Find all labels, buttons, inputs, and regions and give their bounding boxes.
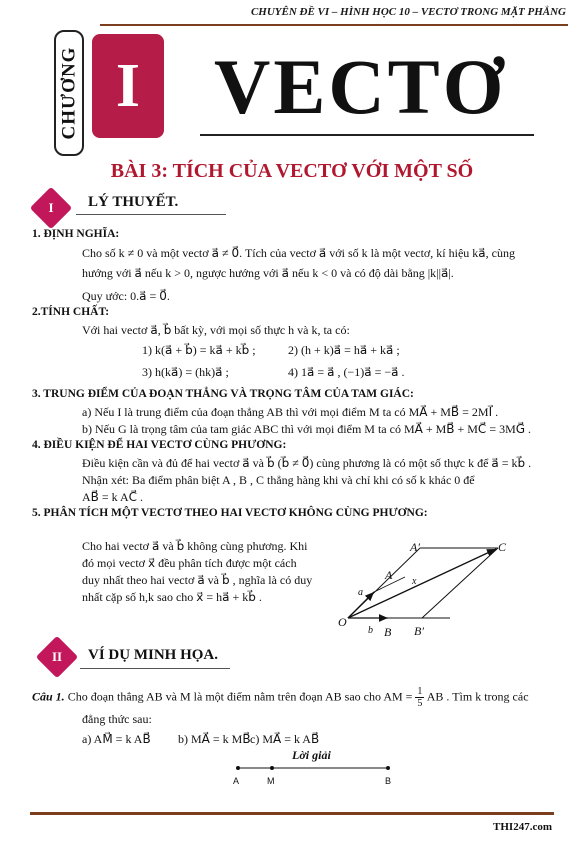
collinear-line-1: Điều kiện cần và đủ để hai vectơ a⃗ và b⃗ (b⃗ ≠ 0⃗) cùng phương là có một số thực k để a⃗ = kb⃗ . bbox=[82, 456, 532, 470]
collinear-line-3: AB⃗ = k AC⃗ . bbox=[82, 490, 144, 504]
segment-b-label: B bbox=[385, 776, 392, 786]
property-1: 1) k(a⃗ + b⃗) = ka⃗ + kb⃗ ; bbox=[142, 343, 256, 357]
midpoint-b: b) Nếu G là trọng tâm của tam giác ABC thì với mọi điểm M ta có MA⃗ + MB⃗ + MC⃗ = 3MG⃗ . bbox=[82, 422, 532, 436]
point-a1-label: A′ bbox=[410, 540, 420, 554]
segment-m-label: M bbox=[267, 776, 275, 786]
example-1: Câu 1. Cho đoạn thẳng AB và M là một điểm nằm trên đoạn AB sao cho AM = $\frac{1}{5}$ AB . Tìm k trong các bbox=[32, 686, 529, 709]
heading-definition: 1. ĐỊNH NGHĨA: bbox=[32, 228, 120, 240]
chapter-title: VECTƠ bbox=[214, 43, 507, 130]
property-4: 4) 1a⃗ = a⃗ , (−1)a⃗ = −a⃗ . bbox=[288, 365, 405, 379]
heading-properties: 2.TÍNH CHẤT: bbox=[32, 306, 110, 318]
section-badge: I bbox=[36, 193, 66, 223]
point-c-label: C bbox=[498, 540, 507, 554]
fraction-denominator: 5 bbox=[417, 698, 423, 709]
example-1-continued: đẳng thức sau: bbox=[82, 712, 152, 726]
header-divider bbox=[100, 24, 568, 26]
vector-b-label: b⃗ bbox=[368, 625, 381, 636]
property-2: 2) (h + k)a⃗ = ha⃗ + ka⃗ ; bbox=[288, 343, 400, 357]
properties-intro: Với hai vectơ a⃗, b⃗ bất kỳ, với mọi số thực h và k, ta có: bbox=[82, 323, 350, 337]
section-underline bbox=[76, 214, 226, 215]
segment-a-label: A bbox=[233, 776, 240, 786]
point-o-label: O bbox=[338, 615, 347, 629]
point-a-label: A bbox=[385, 568, 393, 582]
decomposition-line-1: Cho hai vectơ a⃗ và b⃗ không cùng phương. Khi bbox=[82, 539, 308, 553]
title-underline bbox=[200, 134, 534, 136]
decomposition-line-2: đó mọi vectơ x⃗ đều phân tích được một cách bbox=[82, 556, 297, 570]
collinear-line-2: Nhận xét: Ba điểm phân biệt A , B , C thẳng hàng khi và chỉ khi có số k khác 0 để bbox=[82, 473, 475, 487]
chapter-number: I bbox=[115, 51, 141, 120]
section-badge-2: II bbox=[42, 642, 72, 672]
heading-midpoint: 3. TRUNG ĐIỂM CỦA ĐOẠN THẲNG VÀ TRỌNG TÂM CỦA TAM GIÁC: bbox=[32, 388, 414, 400]
section-title-2: VÍ DỤ MINH HỌA. bbox=[88, 647, 218, 663]
definition-line-1: Cho số k ≠ 0 và một vectơ a⃗ ≠ 0⃗. Tích của vectơ a⃗ với số k là một vectơ, kí hiệu ka⃗, cùng bbox=[82, 246, 515, 260]
lesson-title: BÀI 3: TÍCH CỦA VECTƠ VỚI MỘT SỐ bbox=[110, 160, 474, 182]
heading-decomposition: 5. PHÂN TÍCH MỘT VECTƠ THEO HAI VECTƠ KHÔNG CÙNG PHƯƠNG: bbox=[32, 507, 428, 519]
example-1-c: c) MA⃗ = k AB⃗ bbox=[250, 732, 320, 746]
footer-site: THI247.com bbox=[493, 821, 552, 833]
point-b1-label: B′ bbox=[414, 624, 424, 638]
heading-collinear: 4. ĐIỀU KIỆN ĐỂ HAI VECTƠ CÙNG PHƯƠNG: bbox=[32, 439, 287, 451]
example-1-a: a) AM⃗ = k AB⃗ bbox=[82, 732, 151, 746]
section-underline-2 bbox=[80, 668, 230, 669]
fraction-numerator: 1 bbox=[417, 686, 423, 697]
chapter-label: CHƯƠNG bbox=[58, 46, 79, 140]
segment-figure bbox=[230, 760, 400, 776]
property-3: 3) h(ka⃗) = (hk)a⃗ ; bbox=[142, 365, 229, 379]
definition-line-2: hướng với a⃗ nếu k > 0, ngược hướng với a⃗ nếu k < 0 và có độ dài bằng |k||a⃗|. bbox=[82, 266, 454, 280]
page-header: CHUYÊN ĐỀ VI – HÌNH HỌC 10 – VECTƠ TRONG MẶT PHẲNG bbox=[250, 6, 566, 18]
chapter-number-box bbox=[92, 34, 164, 138]
decomposition-line-4: nhất cặp số h,k sao cho x⃗ = ha⃗ + kb⃗ . bbox=[82, 590, 262, 604]
section-title: LÝ THUYẾT. bbox=[88, 194, 179, 210]
vector-a-label: a⃗ bbox=[358, 587, 371, 598]
solution-heading: Lời giải bbox=[292, 748, 331, 762]
point-b-label: B bbox=[384, 625, 392, 639]
vector-x-label: x⃗ bbox=[412, 576, 425, 587]
decomposition-line-3: duy nhất theo hai vectơ a⃗ và b⃗ , nghĩa là có duy bbox=[82, 573, 313, 587]
midpoint-a: a) Nếu I là trung điểm của đoạn thẳng AB thì với mọi điểm M ta có MA⃗ + MB⃗ = 2MI⃗ . bbox=[82, 405, 499, 419]
example-1-b: b) MA⃗ = k MB⃗ bbox=[178, 732, 251, 746]
footer-divider bbox=[30, 812, 554, 815]
definition-convention: Quy ước: 0.a⃗ = 0⃗. bbox=[82, 289, 170, 303]
